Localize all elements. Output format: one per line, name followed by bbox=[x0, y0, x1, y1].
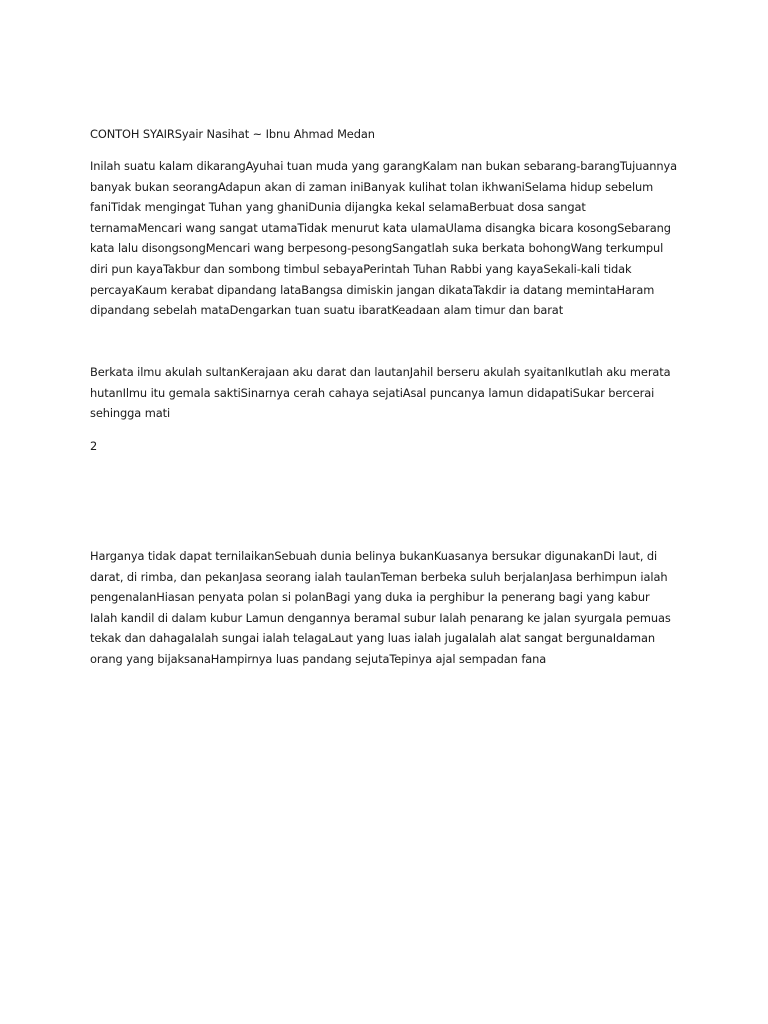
stanza-paragraph-1: Inilah suatu kalam dikarangAyuhai tuan muda yang garangKalam nan bukan sebarang-barangTujuannya banyak bukan seorangAdapun akan di zaman iniBanyak kulihat tolan ikhwaniSelama hidup sebelum faniTidak mengingat Tuhan yang ghaniDunia dijangka kekal selamaBerbuat dosa sangat ternamaMencari wang sangat utamaTidak menurut kata ulamaUlama disangka bicara kosongSebarang kata lalu disongsongMencari wang berpesong-pesongSangatlah suka berkata bohongWang terkumpul diri pun kayaTakbur dan sombong timbul sebayaPerintah Tuhan Rabbi yang kayaSekali-kali tidak percayaKaum kerabat dipandang lataBangsa dimiskin jangan dikataTakdir ia datang memintaHaram dipandang sebelah mataDengarkan tuan suatu ibaratKeadaan alam timur dan barat bbox=[90, 159, 678, 318]
stanza-paragraph-3: Harganya tidak dapat ternilaikanSebuah dunia belinya bukanKuasanya bersukar digunakanDi laut, di darat, di rimba, dan pekanJasa seorang ialah taulanTeman berbeka suluh berjalanJasa berhimpun ialah pengenalanHiasan penyata polan si polanBagi yang duka ia perghibur Ia penerang bagi yang kabur Ialah kandil di dalam kubur Lamun dengannya beramal subur Ialah penarang ke jalan syurgaIa pemuas tekak dan dahagaIalah sungai ialah telagaLaut yang luas ialah jugaIalah alat sangat bergunaIdaman orang yang bijaksanaHampirnya luas pandang sejutaTepinya ajal sempadan fana bbox=[90, 549, 671, 666]
document-title: CONTOH SYAIRSyair Nasihat ~ Ibnu Ahmad Medan bbox=[90, 127, 375, 141]
page-number: 2 bbox=[90, 439, 98, 453]
stanza-paragraph-2: Berkata ilmu akulah sultanKerajaan aku darat dan lautanJahil berseru akulah syaitanIkutlah aku merata hutanIlmu itu gemala saktiSinarnya cerah cahaya sejatiAsal puncanya lamun didapatiSukar bercerai sehingga mati bbox=[90, 365, 671, 421]
